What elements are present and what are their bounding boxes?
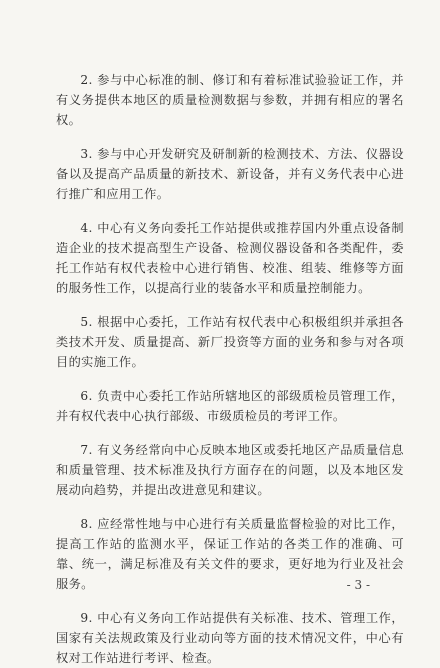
page-number: - 3 -: [346, 578, 370, 592]
paragraph-5: 5. 根据中心委托，工作站有权代表中心积极组织并承担各类技术开发、质量提高、新厂投资等方面的业务和参与对各项目的实施工作。: [56, 315, 404, 369]
paragraph-7: 7. 有义务经常向中心反映本地区或委托地区产品质量信息和质量管理、技术标准及执行方面存在的问题，以及本地区发展动向趋势，并提出改进意见和建议。: [56, 443, 404, 497]
paragraph-9: 9. 中心有义务向工作站提供有关标准、技术、管理工作，国家有关法规政策及行业动向等方面的技术情况文件，中心有权对工作站进行考评、检查。: [56, 611, 404, 665]
paragraph-6: 6. 负责中心委托工作站所辖地区的部级质检员管理工作，并有权代表中心执行部级、市级质检员的考评工作。: [56, 389, 404, 423]
paragraph-8: 8. 应经常性地与中心进行有关质量监督检验的对比工作，提高工作站的监测水平，保证工作站的各类工作的准确、可靠、统一，满足标准及有关文件的要求，更好地为行业及社会服务。: [56, 517, 404, 591]
paragraph-3: 3. 参与中心开发研究及研制新的检测技术、方法、仪器设备以及提高产品质量的新技术、新设备，并有义务代表中心进行推广和应用工作。: [56, 147, 404, 201]
paragraph-4: 4. 中心有义务向委托工作站提供或推荐国内外重点设备制造企业的技术提高型生产设备、检测仪器设备和各类配件，委托工作站有权代表检中心进行销售、校准、组装、维修等方面的服务性工作，以提高行业的装备水平和质量控制能力。: [56, 221, 404, 295]
paragraph-2: 2. 参与中心标准的制、修订和有着标准试验验证工作，并有义务提供本地区的质量检测数据与参数，并拥有相应的署名权。: [56, 73, 404, 127]
